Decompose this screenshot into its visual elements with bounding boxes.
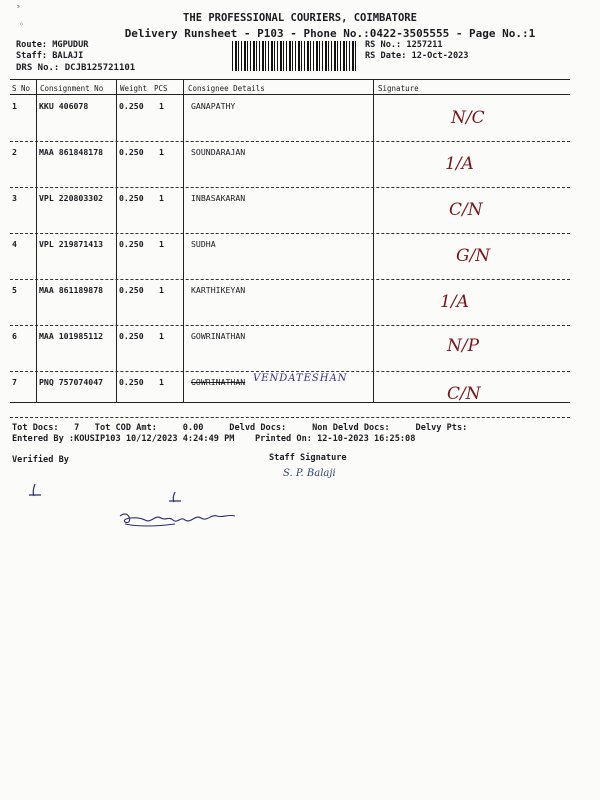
row-1-weight: 0.250 (119, 101, 144, 111)
col-header-signature: Signature (378, 84, 419, 93)
row-4-signature: G/N (456, 246, 491, 266)
col-header-sno: S No (12, 84, 31, 93)
row-5-consignment: MAA 861189878 (39, 285, 104, 295)
col-divider-3 (183, 79, 184, 402)
row-5-sno: 5 (12, 285, 17, 295)
verifier-signature (25, 478, 255, 538)
row-3-signature: C/N (449, 200, 483, 220)
row-4-weight: 0.250 (119, 239, 144, 249)
row-7-pcs: 1 (159, 377, 164, 387)
row-3-consignee: INBASAKARAN (191, 193, 246, 203)
col-divider-1 (36, 79, 37, 402)
row-2-pcs: 1 (159, 147, 164, 157)
row-3-pcs: 1 (159, 193, 164, 203)
staff-signature-handwritten: S. P. Balaji (283, 468, 336, 479)
row-2-sno: 2 (12, 147, 17, 157)
col-header-consignment: Consignment No (40, 84, 104, 93)
rs-number: RS No.: 1257211 (365, 40, 443, 50)
row-1-signature: N/C (451, 108, 485, 128)
row-3-weight: 0.250 (119, 193, 144, 203)
row-6-signature: N/P (447, 336, 480, 356)
row-6-consignee: GOWRINATHAN (191, 331, 246, 341)
verified-by-label: Verified By (12, 455, 69, 465)
row-3-divider (10, 233, 570, 234)
row-7-consignment: PNQ 757074047 (39, 377, 104, 387)
row-2-consignee: SOUNDARAJAN (191, 147, 246, 157)
entered-by: Entered By :KOUSIP103 10/12/2023 4:24:49 PM (12, 434, 235, 444)
row-2-consignment: MAA 861848178 (39, 147, 104, 157)
barcode (232, 41, 357, 71)
row-6-sno: 6 (12, 331, 17, 341)
route-label: Route: MGPUDUR (16, 40, 89, 50)
row-6-divider (10, 371, 570, 372)
row-4-sno: 4 (12, 239, 17, 249)
header-top-line (10, 79, 570, 80)
company-title: THE PROFESSIONAL COURIERS, COIMBATORE (183, 12, 417, 24)
row-4-pcs: 1 (159, 239, 164, 249)
row-5-signature: 1/A (440, 292, 469, 312)
printed-on: Printed On: 12-10-2023 16:25:08 (255, 434, 416, 444)
col-header-weight: Weight (120, 84, 148, 93)
table-bottom-dashline (10, 417, 570, 418)
row-5-consignee: KARTHIKEYAN (191, 285, 246, 295)
col-divider-2 (116, 79, 117, 402)
row-3-consignment: VPL 220803302 (39, 193, 104, 203)
corner-mark: ˢ (16, 3, 21, 12)
row-1-pcs: 1 (159, 101, 164, 111)
row-1-divider (10, 141, 570, 142)
drs-number: DRS No.: DCJB125721101 (16, 63, 136, 73)
row-1-consignee: GANAPATHY (191, 101, 236, 111)
row-5-weight: 0.250 (119, 285, 144, 295)
row-1-consignment: KKU 406078 (39, 101, 89, 111)
row-2-signature: 1/A (445, 154, 474, 174)
row-6-pcs: 1 (159, 331, 164, 341)
staff-signature-label: Staff Signature (269, 453, 347, 463)
col-divider-4 (373, 79, 374, 402)
row-4-divider (10, 279, 570, 280)
staff-label: Staff: BALAJI (16, 51, 84, 61)
row-4-consignee: SUDHA (191, 239, 216, 249)
row-6-weight: 0.250 (119, 331, 144, 341)
row-1-sno: 1 (12, 101, 17, 111)
corner-mark-2: ◦ (19, 20, 24, 29)
row-6-consignment: MAA 101985112 (39, 331, 104, 341)
row-7-consignee-handwritten: VENDATESHAN (253, 373, 348, 384)
row-7-sno: 7 (12, 377, 17, 387)
row-7-signature: C/N (447, 384, 481, 404)
row-7-consignee: GOWRINATHAN (191, 377, 246, 387)
row-5-pcs: 1 (159, 285, 164, 295)
row-4-consignment: VPL 219871413 (39, 239, 104, 249)
col-header-consignee: Consignee Details (188, 84, 265, 93)
table-bottom-line (10, 402, 570, 403)
row-7-weight: 0.250 (119, 377, 144, 387)
runsheet-title: Delivery Runsheet - P103 - Phone No.:0422-3505555 - Page No.:1 (124, 27, 536, 40)
row-2-weight: 0.250 (119, 147, 144, 157)
totals-line: Tot Docs: 7 Tot COD Amt: 0.00 Delvd Docs: Non Delvd Docs: Delvy Pts: (12, 423, 468, 433)
rs-date: RS Date: 12-Oct-2023 (365, 51, 469, 61)
row-5-divider (10, 325, 570, 326)
row-2-divider (10, 187, 570, 188)
col-header-pcs: PCS (154, 84, 168, 93)
row-3-sno: 3 (12, 193, 17, 203)
header-bottom-line (10, 94, 570, 95)
